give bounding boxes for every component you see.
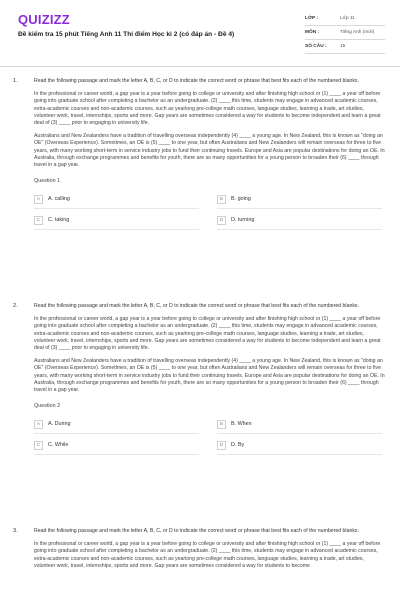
question-number: 3. (13, 528, 18, 534)
option-text: C. taking (48, 217, 70, 224)
option-letter: C (34, 216, 43, 225)
answer-options (34, 191, 386, 239)
option-letter: A (34, 195, 43, 204)
option-divider (34, 208, 199, 209)
meta-row-count (305, 40, 385, 54)
passage-paragraph: In the professional or career world, a gap year is a year before going to college or university and after finishing high school or (1) ____ a year off before going into graduate school after completing a bachelor as an undergraduate. (2) ____ this time, students may engage in advanced academic courses, extra-academic courses and non-academic courses, such as yearlong pre-college math courses, language studies, learning a trade, art studies, volunteer work, travel, internships, sports and more. Gap years are sometimes considered a way for students to become independent and learn a great deal of (3) ____ prior to engaging in university life. (34, 316, 381, 352)
question-number: 1. (13, 78, 18, 84)
document-title: Đề kiểm tra 15 phút Tiếng Anh 11 Thí điểm Học kì 2 (có đáp án - Đề 4) (18, 31, 235, 38)
quizizz-logo[interactable]: QUIZIZZ (18, 12, 70, 27)
meta-label: MÔN : (305, 30, 320, 35)
meta-value: 15 (340, 44, 346, 49)
meta-row-class (305, 12, 385, 26)
meta-label: LỚP : (305, 16, 319, 21)
option-letter: D (217, 216, 226, 225)
meta-value: Tiếng Anh (mới) (340, 30, 375, 35)
meta-row-subject (305, 26, 385, 40)
question-label: Question 1 (34, 178, 61, 185)
option-letter: B (217, 420, 226, 429)
option-letter: A (34, 420, 43, 429)
option-text: D. turning (231, 217, 255, 224)
option-d[interactable] (217, 215, 254, 225)
question-instruction: Read the following passage and mark the letter A, B, C, or D to indicate the correct word or phrase that best fits each of the numbered blanks. (34, 528, 359, 534)
passage-paragraph: Australians and New Zealanders have a tradition of travelling overseas independently (4) ____ a young age. In New Zealand, this is known as "doing an OE" (Overseas Experience). Sometimes, an OE is (5) ____ to one year, but often Australians and New Zealanders will remain overseas for three to five years, with many working short-term in service industry jobs to fund their continuing travels. Europe and Asia are popular destinations for doing an OE. In Australia, through exchange programmes and benefits for youth, there are so many opportunities for a young person to broaden their (6) ____ through travel in a gap year. (34, 358, 385, 394)
option-divider (34, 433, 199, 434)
option-letter: C (34, 441, 43, 450)
option-b[interactable] (217, 419, 252, 429)
question-number: 2. (13, 303, 18, 309)
option-text: B. going (231, 196, 251, 203)
option-divider (34, 229, 199, 230)
option-b[interactable] (217, 194, 251, 204)
option-letter: B (217, 195, 226, 204)
header-divider (0, 66, 400, 67)
option-divider (34, 454, 199, 455)
question-body (34, 303, 386, 464)
option-divider (217, 433, 382, 434)
option-text: C. While (48, 442, 69, 449)
answer-options (34, 416, 386, 464)
option-text: B. When (231, 421, 252, 428)
option-divider (217, 208, 382, 209)
option-c[interactable] (34, 440, 68, 450)
question-instruction: Read the following passage and mark the letter A, B, C, or D to indicate the correct word or phrase that best fits each of the numbered blanks. (34, 303, 359, 309)
question-body (34, 78, 386, 239)
option-text: D. By (231, 442, 245, 449)
option-a[interactable] (34, 419, 70, 429)
meta-label: SỐ CÂU : (305, 44, 327, 49)
document-meta (305, 12, 385, 54)
option-divider (217, 454, 382, 455)
meta-value: Lớp 11 (340, 16, 355, 21)
option-divider (217, 229, 382, 230)
header (0, 0, 400, 60)
option-d[interactable] (217, 440, 244, 450)
question-body (34, 528, 386, 570)
option-letter: D (217, 441, 226, 450)
passage-paragraph: In the professional or career world, a gap year is a year before going to college or university and after finishing high school or (1) ____ a year off before going into graduate school after completing a bachelor as an undergraduate. (2) ____ this time, students may engage in advanced academic courses, extra-academic courses and non-academic courses, such as yearlong pre-college math courses, language studies, learning a trade, art studies, volunteer work, travel, internships, sports and more. Gap years are sometimes considered a way for students to become independent and learn a great deal of (3) ____ prior to engaging in university life. (34, 91, 381, 127)
option-c[interactable] (34, 215, 69, 225)
passage-paragraph: In the professional or career world, a gap year is a year before going to college or university and after finishing high school or (1) ____ a year off before going into graduate school after completing a bachelor as an undergraduate. (2) ____ this time, students may engage in advanced academic courses, extra-academic courses and non-academic courses, such as yearlong pre-college math courses, language studies, learning a trade, art studies, volunteer work, travel, internships, sports and more. Gap years are sometimes considered a way for students to become (34, 541, 381, 569)
option-text: A. calling (48, 196, 70, 203)
passage-paragraph: Australians and New Zealanders have a tradition of travelling overseas independently (4) ____ a young age. In New Zealand, this is known as "doing an OE" (Overseas Experience). Sometimes, an OE is (5) ____ to one year, but often Australians and New Zealanders will remain overseas for three to five years, with many working short-term in service industry jobs to fund their continuing travels. Europe and Asia are popular destinations for doing an OE. In Australia, through exchange programmes and benefits for youth, there are so many opportunities for a young person to broaden their (6) ____ through travel in a gap year. (34, 133, 385, 169)
question-label: Question 2 (34, 403, 61, 410)
option-text: A. During (48, 421, 71, 428)
option-a[interactable] (34, 194, 70, 204)
question-instruction: Read the following passage and mark the letter A, B, C, or D to indicate the correct word or phrase that best fits each of the numbered blanks. (34, 78, 359, 84)
